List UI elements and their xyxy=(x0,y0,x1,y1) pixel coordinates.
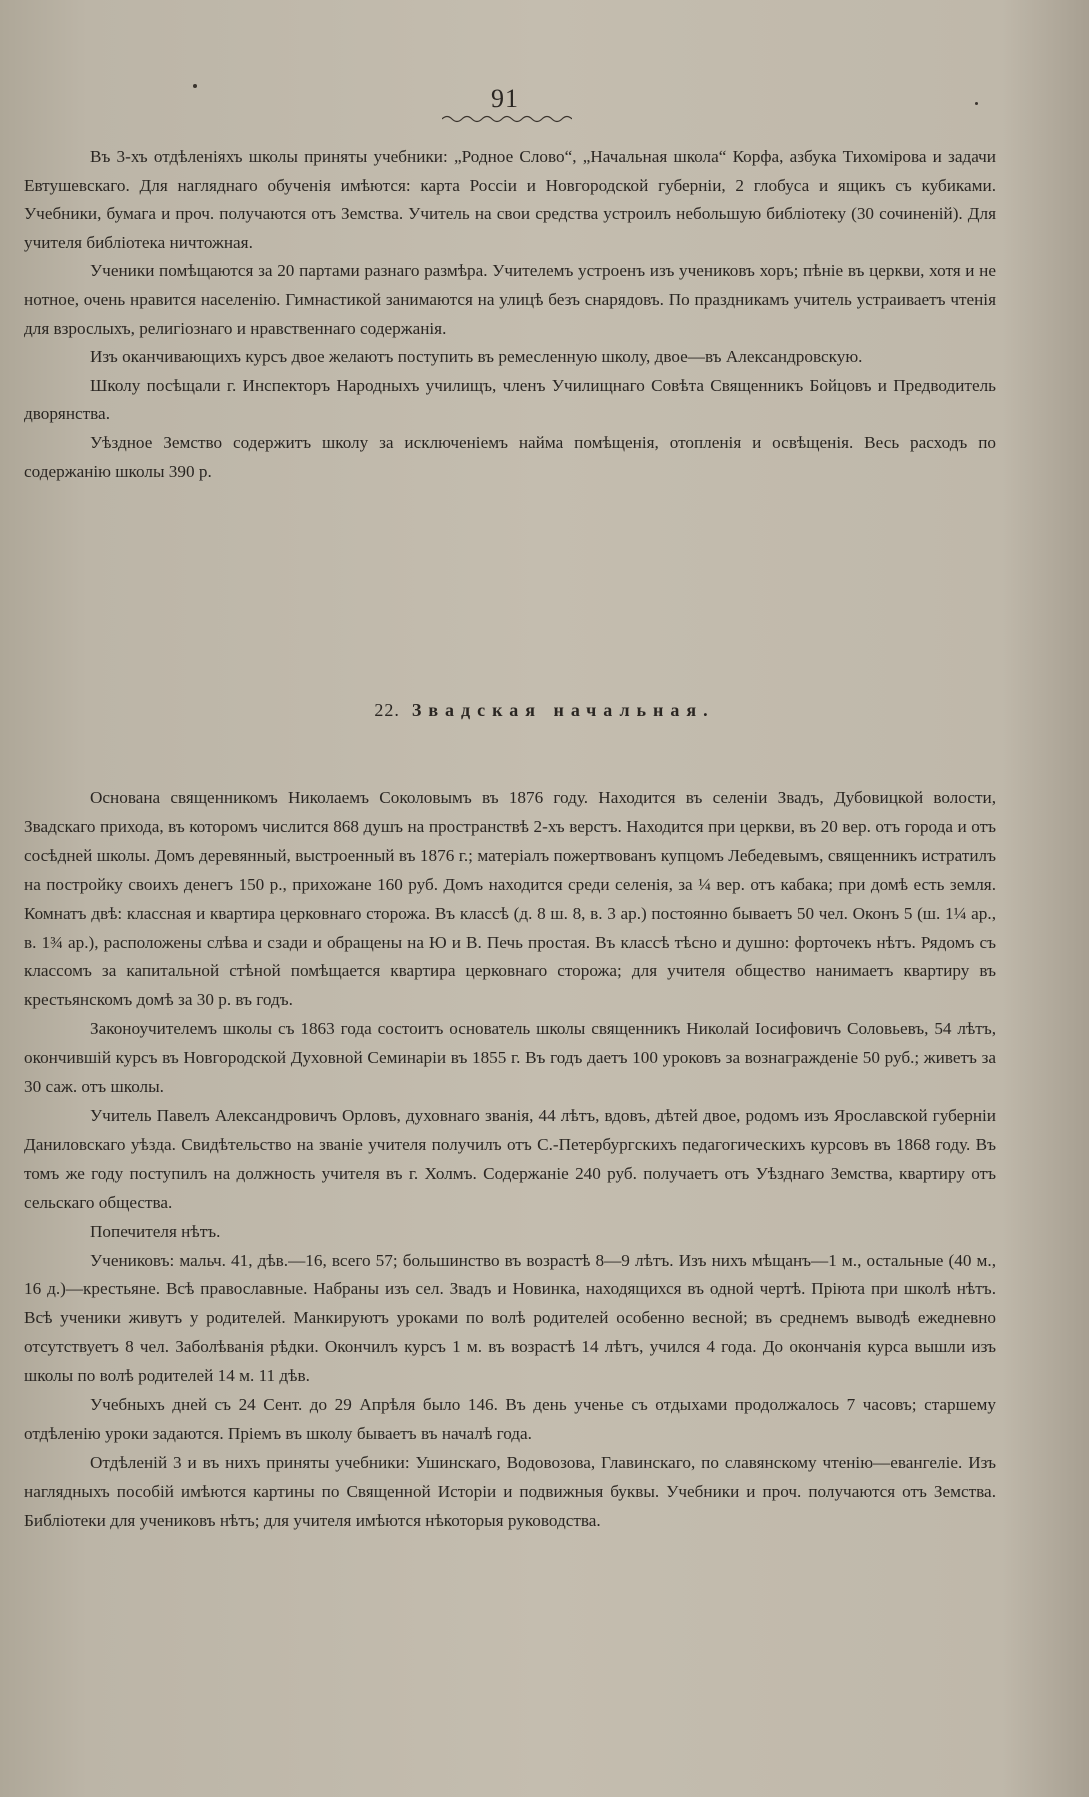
page-number: 91 xyxy=(491,84,519,113)
paragraph: Учебныхъ дней съ 24 Сент. до 29 Апрѣля было 146. Въ день ученье съ отдыхами продолжалось 7 часовъ; старшему отдѣленію уроки задаются. Пріемъ въ школу бываетъ въ началѣ года. xyxy=(24,1395,996,1443)
paragraph: Ученики помѣщаются за 20 партами разнаго размѣра. Учителемъ устроенъ изъ учениковъ хоръ; пѣніе въ церкви, хотя и не нотное, очень нравится населенію. Гимнастикой занимаются на улицѣ безъ снарядовъ. По праздникамъ учитель устраиваетъ чтенія для взрослыхъ, религіознаго и нравственнаго содержанія. xyxy=(24,261,996,338)
paragraph: Изъ оканчивающихъ курсъ двое желаютъ поступить въ ремесленную школу, двое—въ Александровскую. xyxy=(90,347,863,367)
bottom-text-block xyxy=(24,784,996,1536)
section-heading xyxy=(0,700,1089,721)
paragraph: Учениковъ: мальч. 41, дѣв.—16, всего 57; большинство въ возрастѣ 8—9 лѣтъ. Изъ нихъ мѣщанъ—1 м., остальные (40 м., 16 д.)—крестьяне. Всѣ православные. Набраны изъ сел. Звадъ и Новинка, находящихся въ одной чертѣ. Пріюта при школѣ нѣтъ. Всѣ ученики живутъ у родителей. Манкируютъ уроками по волѣ родителей особенно весной; въ среднемъ выводѣ ежедневно отсутствуетъ 8 чел. Заболѣванія рѣдки. Окончилъ курсъ 1 м. въ возрастѣ 14 лѣтъ, учился 4 года. До окончанія курса вышли изъ школы по волѣ родителей 14 м. 11 дѣв. xyxy=(24,1250,996,1386)
section-number: 22. xyxy=(374,700,400,720)
paragraph: Уѣздное Земство содержитъ школу за исключеніемъ найма помѣщенія, отопленія и освѣщенія. Весь расходъ по содержанію школы 390 р. xyxy=(24,432,996,481)
paragraph: Законоучителемъ школы съ 1863 года состоитъ основатель школы священникъ Николай Іосифовичъ Соловьевъ, 54 лѣтъ, окончившій курсъ въ Новгородской Духовной Семинаріи въ 1855 г. Въ годъ даетъ 100 уроковъ за вознагражденіе 50 руб.; живетъ за 30 саж. отъ школы. xyxy=(24,1019,996,1097)
paragraph: Школу посѣщали г. Инспекторъ Народныхъ училищъ, членъ Училищнаго Совѣта Священникъ Бойцовъ и Предводитель дворянства. xyxy=(24,375,996,424)
paragraph: Попечителя нѣтъ. xyxy=(90,1221,221,1241)
paragraph: Въ 3-хъ отдѣленіяхъ школы приняты учебники: „Родное Слово“, „Начальная школа“ Корфа, азбука Тихомірова и задачи Евтушевскаго. Для нагляднаго обученія имѣются: карта Россіи и Новгородской губерніи, 2 глобуса и ящикъ съ кубиками. Учебники, бумага и проч. получаются отъ Земства. Учитель на свои средства устроилъ небольшую библіотеку (30 сочиненій). Для учителя библіотека ничтожная. xyxy=(24,147,996,252)
wavy-rule-ornament xyxy=(442,114,572,124)
paragraph: Основана священникомъ Николаемъ Соколовымъ въ 1876 году. Находится въ селеніи Звадъ, Дубовицкой волости, Звадскаго прихода, въ которомъ числится 868 душъ на пространствѣ 2-хъ верстъ. Находится при церкви, въ 20 вер. отъ города и отъ сосѣдней школы. Домъ деревянный, выстроенный въ 1876 г.; матеріалъ пожертвованъ купцомъ Лебедевымъ, священникъ истратилъ на постройку своихъ денегъ 150 р., прихожане 160 руб. Домъ находится среди селенія, за ¼ вер. отъ кабака; при домѣ есть земля. Комнатъ двѣ: классная и квартира церковнаго сторожа. Въ классѣ (д. 8 ш. 8, в. 3 ар.) постоянно бываетъ 50 чел. Оконъ 5 (ш. 1¼ ар., в. 1¾ ар.), расположены слѣва и сзади и обращены на Ю и В. Печь простая. Въ классѣ тѣсно и душно: форточекъ нѣтъ. Рядомъ съ классомъ за капитальной стѣной помѣщается квартира церковнаго сторожа; для учителя общество нанимаетъ квартиру въ крестьянскомъ домѣ за 30 р. въ годъ. xyxy=(24,788,996,1010)
top-text-block xyxy=(24,143,996,486)
paragraph: Учитель Павелъ Александровичъ Орловъ, духовнаго званія, 44 лѣтъ, вдовъ, дѣтей двое, родомъ изъ Ярославской губерніи Даниловскаго уѣзда. Свидѣтельство на званіе учителя получилъ отъ С.-Петербургскихъ педагогическихъ курсовъ въ 1868 году. Въ томъ же году поступилъ на должность учителя въ г. Холмъ. Содержаніе 240 руб. получаетъ отъ Уѣзднаго Земства, квартиру отъ сельскаго общества. xyxy=(24,1105,996,1212)
paragraph: Отдѣленій 3 и въ нихъ приняты учебники: Ушинскаго, Водовозова, Главинскаго, по славянскому чтенію—евангеліе. Изъ наглядныхъ пособій имѣются картины по Священной Исторіи и подвижныя буквы. Учебники и проч. получаются отъ Земства. Библіотеки для учениковъ нѣтъ; для учителя имѣются нѣкоторыя руководства. xyxy=(24,1452,996,1530)
section-title: Звадская начальная. xyxy=(411,700,715,720)
